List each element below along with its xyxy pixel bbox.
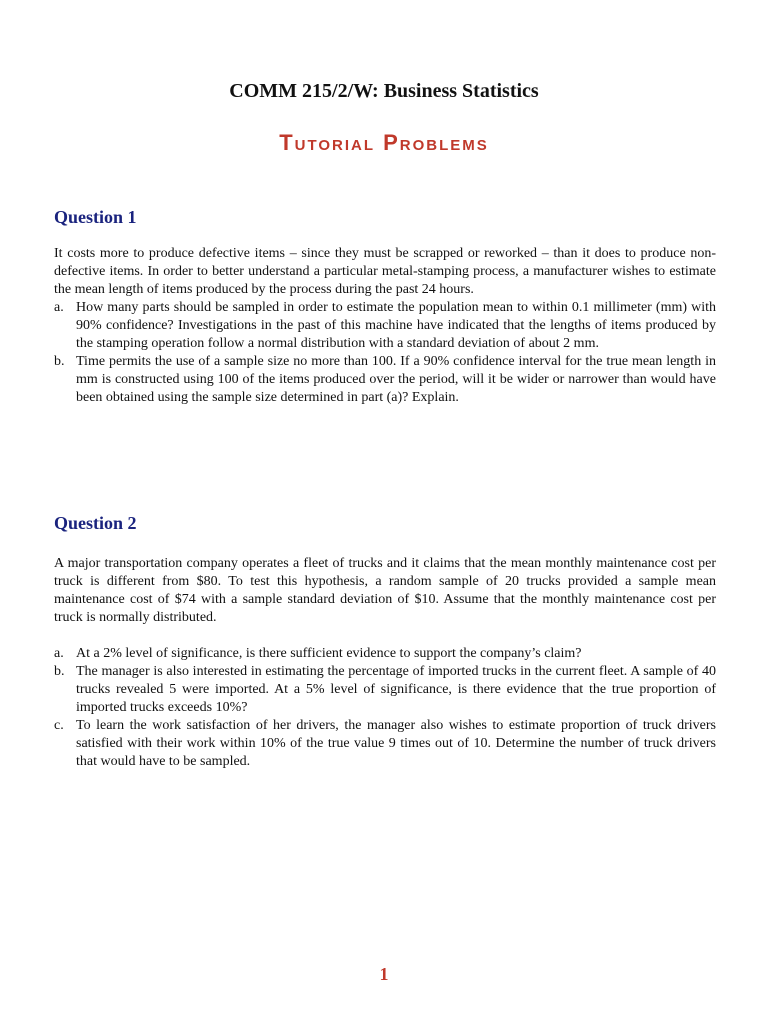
question-1-heading: Question 1	[54, 207, 137, 227]
list-item	[54, 353, 716, 407]
question-2-heading: Question 2	[54, 513, 137, 533]
list-marker: a.	[54, 646, 64, 661]
page-number: 1	[379, 964, 389, 984]
list-item-text: Time permits the use of a sample size no more than 100. If a 90% confidence interval for the true mean length in mm is constructed using 100 of the items produced over the period, will it be wider or narrower than would have been obtained using the sample size determined in part (a)? Explain.	[76, 354, 716, 405]
question-1-parts	[54, 299, 716, 407]
list-item-text: How many parts should be sampled in order to estimate the population mean to within 0.1 millimeter (mm) with 90% confidence? Investigations in the past of this machine have indicated that the lengths of items produced by the stamping operation follow a normal distribution with a standard deviation of about 2 mm.	[76, 300, 716, 351]
list-marker: b.	[54, 664, 65, 679]
list-item	[54, 717, 716, 771]
list-item	[54, 299, 716, 353]
course-title: COMM 215/2/W: Business Statistics	[229, 80, 539, 102]
question-2-intro: A major transportation company operates a fleet of trucks and it claims that the mean monthly maintenance cost per truck is different from $80. To test this hypothesis, a random sample of 20 trucks provided a sample mean maintenance cost of $74 with a sample standard deviation of $10. Assume that the monthly maintenance cost per truck is normally distributed.	[54, 556, 716, 625]
list-item-text: The manager is also interested in estimating the percentage of imported trucks in the current fleet. A sample of 40 trucks revealed 5 were imported. At a 5% level of significance, is there evidence that the true proportion of imported trucks exceeds 10%?	[76, 664, 716, 715]
question-2-parts	[54, 645, 716, 771]
page-subtitle: Tutorial Problems	[279, 130, 489, 155]
list-marker: a.	[54, 300, 64, 315]
list-item	[54, 663, 716, 717]
list-marker: c.	[54, 718, 64, 733]
list-item-text: To learn the work satisfaction of her drivers, the manager also wishes to estimate proportion of truck drivers satisfied with their work within 10% of the true value 9 times out of 10. Determine the number of truck drivers that would have to be sampled.	[76, 718, 716, 769]
list-marker: b.	[54, 354, 65, 369]
question-1-intro: It costs more to produce defective items – since they must be scrapped or reworked – than it does to produce non-defective items. In order to better understand a particular metal-stamping process, a manufacturer wishes to estimate the mean length of items produced by the process during the past 24 hours.	[54, 246, 716, 297]
list-item	[54, 645, 716, 663]
list-item-text: At a 2% level of significance, is there sufficient evidence to support the company’s claim?	[76, 646, 582, 661]
